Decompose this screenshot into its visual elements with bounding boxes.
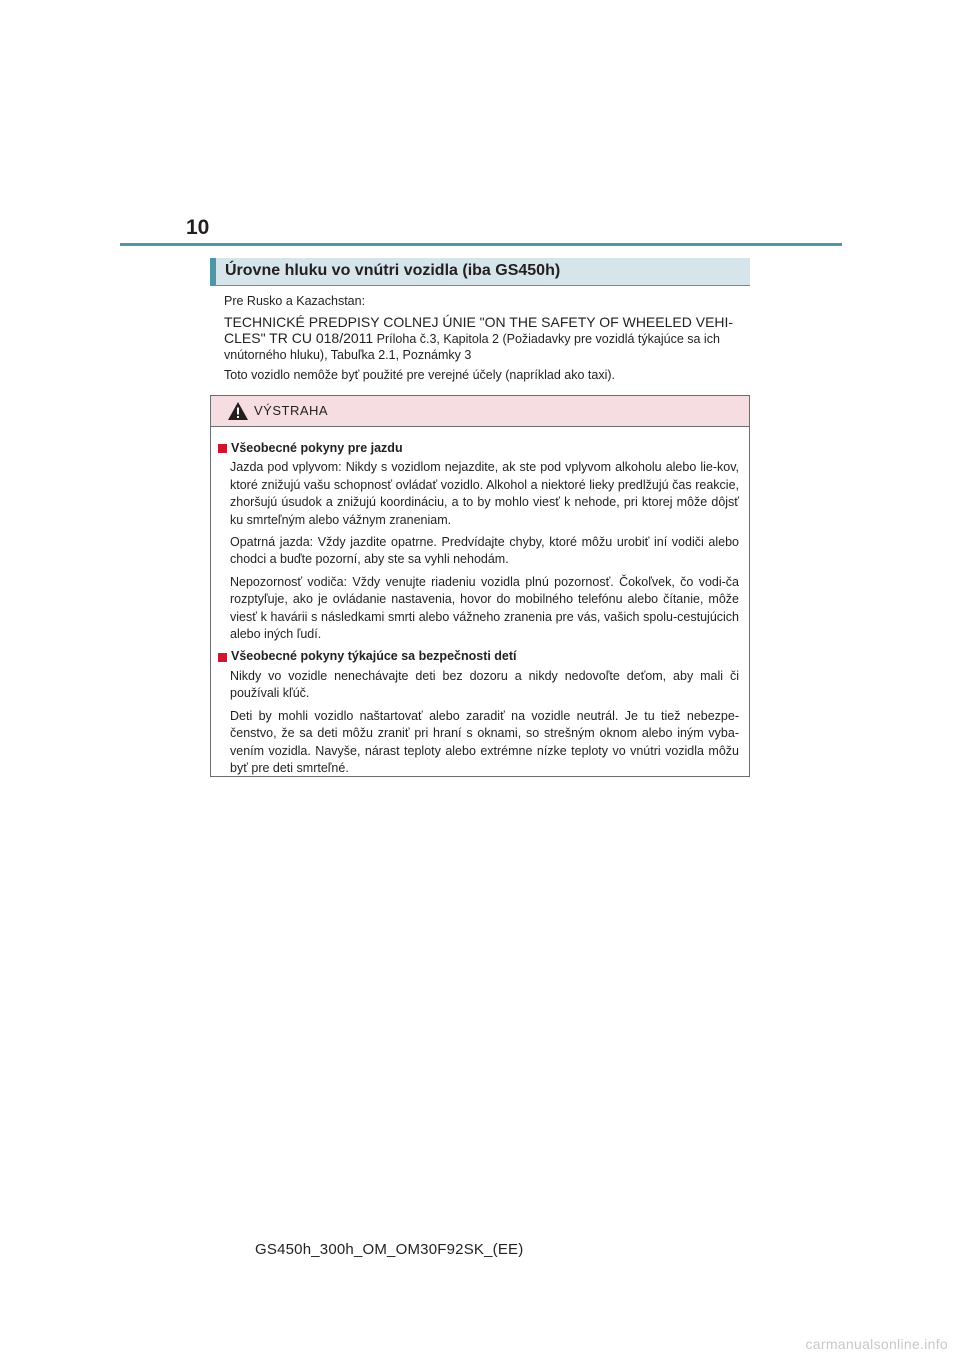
warning-label: VÝSTRAHA xyxy=(254,403,329,418)
warning-section-driving xyxy=(217,440,739,643)
section-title: Úrovne hluku vo vnútri vozidla (iba GS450h) xyxy=(225,262,561,279)
square-bullet-icon xyxy=(218,444,227,453)
section-header xyxy=(210,258,750,286)
footer-code: GS450h_300h_OM_OM30F92SK_(EE) xyxy=(255,1241,524,1258)
warning-header xyxy=(211,396,749,427)
top-rule xyxy=(120,243,842,246)
regulation-paragraph xyxy=(224,315,746,364)
regulation-main: TECHNICKÉ PREDPISY COLNEJ ÚNIE "ON THE SAFETY OF WHEELED VEHI-CLES" TR CU 018/2011 xyxy=(224,313,734,346)
warning-section-title xyxy=(217,440,739,457)
square-bullet-icon xyxy=(218,653,227,662)
watermark: carmanualsonline.info xyxy=(805,1336,948,1352)
warning-paragraph: Nikdy vo vozidle nenechávajte deti bez dozoru a nikdy nedovoľte deťom, aby mali či používali kľúč. xyxy=(230,668,739,701)
regulation-rest: Príloha č.3, Kapitola 2 (Požiadavky pre vozidlá týkajúce sa ich vnútorného hluku), Tabuľka 2.1, Poznámky 3 xyxy=(224,332,720,362)
warning-triangle-icon xyxy=(227,401,249,421)
warning-body xyxy=(211,427,749,777)
warning-section-title xyxy=(217,648,739,665)
warning-paragraph: Deti by mohli vozidlo naštartovať alebo zaradiť na vozidle neutrál. Je tu tiež nebezpe-čenstvo, že sa deti môžu zraniť pri hraní s oknami, so strešným oknom alebo iným vyba-vením vozidla. Navyše, nárast teploty alebo extrémne nízke teploty vo vnútri vozidla môžu byť pre deti smrteľné. xyxy=(230,708,739,775)
warning-section-title-text: Všeobecné pokyny týkajúce sa bezpečnosti detí xyxy=(231,649,517,664)
intro-text xyxy=(224,294,746,389)
warning-section-title-text: Všeobecné pokyny pre jazdu xyxy=(231,441,403,455)
page-number: 10 xyxy=(186,216,210,239)
intro-note: Toto vozidlo nemôže byť použité pre verejné účely (napríklad ako taxi). xyxy=(224,368,616,382)
warning-paragraph: Jazda pod vplyvom: Nikdy s vozidlom nejazdite, ak ste pod vplyvom alkoholu alebo lie-kov, ktoré znižujú vašu schopnosť ovládať vozidlo. Alkohol a niektoré lieky predlžujú čas reakcie, zhoršujú úsudok a znižujú koordináciu, a to by mohlo viesť k nehode, pri ktorej môže dôjsť ku smrteľným alebo vážnym zraneniam. xyxy=(230,460,739,527)
warning-section-children xyxy=(217,648,739,777)
warning-box xyxy=(210,395,750,777)
warning-paragraph: Nepozornosť vodiča: Vždy venujte riadeniu vozidla plnú pozornosť. Čokoľvek, čo vodi-ča rozptyľuje, ako je ovládanie nastavenia, hovor do mobilného telefónu alebo čítanie, môže viesť k havárii s následkami smrti alebo vážneho zranenia pre vás, vašich spolu-cestujúcich alebo iných ľudí. xyxy=(230,574,739,642)
warning-paragraph: Opatrná jazda: Vždy jazdite opatrne. Predvídajte chyby, ktoré môžu urobiť iní vodiči alebo chodci a buďte pozorní, aby ste sa vyhli nehodám. xyxy=(230,535,739,567)
intro-line: Pre Rusko a Kazachstan: xyxy=(224,294,366,308)
